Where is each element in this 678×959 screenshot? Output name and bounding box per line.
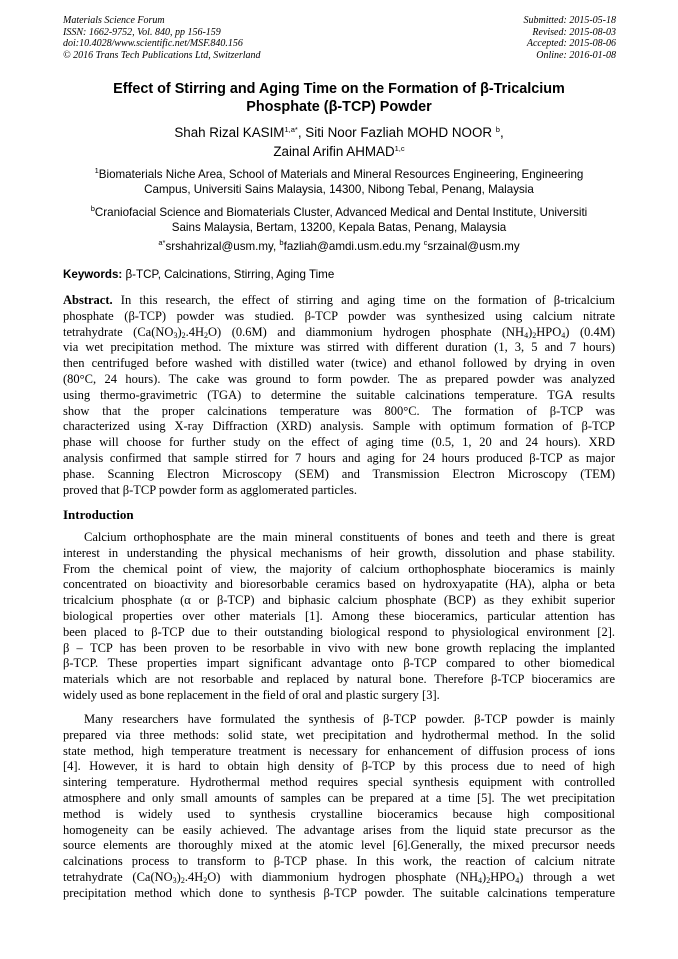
abstract-line: then centrifuged before washed with distilled water (twice) and ethanol followed by drying in oven: [63, 356, 615, 371]
text-run: O) (0.6M) and diammonium hydrogen phosphate (NH: [208, 324, 525, 339]
abstract-line: characterized using X-ray Diffraction (XRD) analysis. Sample with optimum formation of β-TCP: [63, 419, 615, 434]
text-run: ) (0.4M): [565, 324, 616, 339]
text-run: O) with diammonium hydrogen phosphate (NH: [207, 869, 479, 884]
author-name: Siti Noor Fazliah MOHD NOOR: [305, 125, 496, 140]
affiliation-text: Biomaterials Niche Area, School of Materials and Mineral Resources Engineering, Engineering: [98, 168, 584, 181]
abstract-line: proved that β-TCP powder form as agglomerated particles.: [63, 482, 358, 497]
paragraph-line: source elements are thoroughly mixed at the atomic level [6].Generally, the mixed precursor needs: [63, 838, 615, 853]
text-run: ): [177, 324, 182, 339]
affil-mark: 1: [94, 166, 99, 175]
title-line-2: Phosphate (β-TCP) Powder: [246, 99, 432, 115]
paragraph-line: atmosphere and only small amounts of samples can be prepared at a time [5]. The wet precipitation: [63, 790, 615, 805]
submission-dates: [524, 15, 617, 61]
affiliation-text: Craniofacial Science and Biomaterials Cluster, Advanced Medical and Dental Institute, Universiti: [94, 206, 588, 219]
paragraph-line: calcinations process to transform to β-TCP phase. In this work, the reaction of calcium nitrate: [63, 854, 615, 869]
subscript: 4: [561, 330, 566, 340]
author-affil-mark: 1,a*: [284, 125, 298, 134]
authors-line-2: [63, 142, 615, 161]
journal-copyright: © 2016 Trans Tech Publications Ltd, Switzerland: [63, 49, 261, 61]
paragraph-line: concentrated on bioactivity and bioresorbable ceramics based on hydroxyapatite (HA), alpha or beta: [63, 577, 615, 592]
authors-line-1: [63, 123, 615, 142]
email-address[interactable]: srshahrizal@usm.my,: [165, 240, 280, 253]
abstract-line: [63, 293, 615, 309]
abstract-line: analysis confirmed that sample stirred for 7 hours and aging for 24 hours produced β-TCP as major: [63, 450, 615, 465]
affiliation-1: [63, 167, 615, 197]
paragraph-line: state method, high temperature treatment is necessary for enhancement of diffusion process of ions: [63, 743, 615, 758]
subscript: 3: [172, 875, 177, 885]
paragraph-line: widely used as bone replacement in the field of oral and plastic surgery [3].: [63, 687, 440, 702]
author-name: Zainal Arifin AHMAD: [273, 144, 395, 159]
text-run: HPO: [490, 869, 516, 884]
abstract-text: In this research, the effect of stirring and aging time on the formation of β-tricalcium: [112, 293, 615, 307]
author-affil-mark: b: [495, 125, 500, 134]
date-accepted: Accepted: 2015-08-06: [526, 38, 616, 49]
abstract-line: show that the proper calcinations temperature was 800°C. The formation of β-TCP was: [63, 403, 615, 418]
introduction-paragraph-1: [63, 530, 615, 704]
paragraph-line: From the chemical point of view, the majority of calcium orthophosphate bioceramics is mainly: [63, 561, 615, 576]
date-submitted: Submitted: 2015-05-18: [523, 15, 616, 26]
text-run: tetrahydrate (Ca(NO: [63, 324, 174, 339]
text-run: ): [528, 324, 533, 339]
email-mark: a*: [158, 238, 166, 247]
subscript: 2: [204, 330, 209, 340]
paragraph-line: interest in understanding the physical mechanisms of heir growth, dissolution and phase stability.: [63, 545, 615, 560]
abstract-line: via wet precipitation method. The mixture was stirred with different duration (1, 3, 5 and 7 hours): [63, 340, 615, 355]
journal-info: [63, 15, 261, 61]
affiliation-2: [63, 205, 615, 235]
abstract-line: phase will choose for further study on the effect of aging time (0.5, 1, 20 and 24 hours). XRD: [63, 435, 615, 450]
author-list: [63, 123, 615, 161]
abstract-line: (80°C, 24 hours). The cake was ground to form powder. The as prepared powder was analyzed: [63, 371, 615, 386]
paragraph-line: materials which are not resorbable and replaced by natural bone. Therefore β-TCP bioceramics are: [63, 672, 615, 687]
introduction-paragraph-2: [63, 712, 615, 902]
paragraph-line: β-TCP. These properties impart significant advantage onto β-TCP compared to other biomedical: [63, 656, 615, 671]
paragraph-line: method is widely used to synthesis crystalline bioceramics because high compositional: [63, 806, 615, 821]
abstract-line: [63, 325, 615, 341]
abstract-line: phosphate (β-TCP) powder was studied. β-TCP powder was synthesized using calcium nitrate: [63, 308, 615, 323]
text-run: tetrahydrate (Ca(NO: [63, 869, 173, 884]
paragraph-line: [4]. However, it is hard to obtain high density of β-TCP by this process due to need of high: [63, 759, 615, 774]
paragraph-line: homogeneity can be easily achieved. The advantage arises from the liquid state precursor as the: [63, 822, 615, 837]
subscript: 3: [173, 330, 178, 340]
email-address[interactable]: srzainal@usm.my: [427, 240, 520, 253]
text-run: ): [482, 869, 487, 884]
subscript: 4: [524, 330, 529, 340]
keywords-text: β-TCP, Calcinations, Stirring, Aging Time: [122, 268, 335, 281]
subscript: 2: [181, 330, 186, 340]
email-mark: b: [279, 238, 284, 247]
author-separator: ,: [297, 125, 306, 140]
paragraph-line: prepared via three methods: solid state, wet precipitation and hydrothermal method. In the solid: [63, 727, 615, 742]
paragraph-line: Many researchers have formulated the synthesis of β-TCP powder. β-TCP powder is mainly: [84, 712, 615, 726]
author-affil-mark: 1,c: [394, 144, 405, 153]
paper-title: [63, 80, 615, 116]
text-run: HPO: [536, 324, 562, 339]
text-run: ): [176, 869, 181, 884]
keywords: [63, 267, 615, 282]
paragraph-line: [63, 870, 615, 886]
subscript: 2: [203, 875, 208, 885]
paragraph-line: precipitation method which done to synthesis β-TCP powder. The suitable calcinations temperature: [63, 885, 615, 900]
paragraph-line: been placed to β-TCP due to their outstanding biological respond to physiological environment [2].: [63, 624, 615, 639]
text-run: ) through a wet: [519, 869, 615, 884]
section-heading-introduction: Introduction: [63, 507, 134, 522]
author-emails: [63, 239, 615, 254]
affiliation-line: Campus, Universiti Sains Malaysia, 14300, Nibong Tebal, Penang, Malaysia: [144, 183, 534, 196]
email-mark: c: [423, 238, 428, 247]
author-separator: ,: [499, 125, 504, 140]
journal-name: Materials Science Forum: [63, 15, 165, 26]
paragraph-line: biological properties over other materials [1]. Among these bioceramics, particular attention has: [63, 608, 615, 623]
date-revised: Revised: 2015-08-03: [532, 26, 616, 38]
keywords-label: Keywords:: [63, 268, 123, 281]
subscript: 2: [180, 875, 185, 885]
paragraph-line: sintering temperature. Hydrothermal method requires special synthesis equipment with controlled: [63, 775, 615, 790]
subscript: 4: [515, 875, 520, 885]
abstract: [63, 293, 615, 498]
paragraph-line: β – TCP has been proven to be resorbable in vivo with new bone growth replacing the implanted: [63, 640, 615, 655]
abstract-line: using thermo-gravimetric (TGA) to determine the suitable calcinations temperature. TGA results: [63, 387, 615, 402]
affil-mark: b: [90, 204, 95, 213]
date-online: Online: 2016-01-08: [536, 49, 616, 61]
subscript: 4: [478, 875, 483, 885]
subscript: 2: [486, 875, 491, 885]
email-address[interactable]: fazliah@amdi.usm.edu.my: [283, 240, 424, 253]
title-line-1: Effect of Stirring and Aging Time on the Formation of β-Tricalcium: [113, 81, 565, 97]
text-run: .4H: [184, 869, 204, 884]
affiliation-line: [63, 167, 615, 182]
paragraph-line: Calcium orthophosphate are the main mineral constituents of bones and teeth and there is great: [84, 530, 615, 544]
affiliation-line: [63, 205, 615, 220]
abstract-line: phase. Scanning Electron Microscopy (SEM) and Transmission Electron Microscopy (TEM): [63, 466, 615, 481]
text-run: .4H: [185, 324, 205, 339]
journal-issn: ISSN: 1662-9752, Vol. 840, pp 156-159: [63, 26, 221, 38]
affiliation-line: Sains Malaysia, Bertam, 13200, Kepala Batas, Penang, Malaysia: [171, 221, 507, 234]
subscript: 2: [532, 330, 537, 340]
paragraph-line: tricalcium phosphate (α or β-TCP) and biphasic calcium phosphate (BCP) as they exhibit superior: [63, 593, 615, 608]
abstract-label: Abstract.: [63, 293, 113, 307]
journal-doi: doi:10.4028/www.scientific.net/MSF.840.156: [63, 38, 243, 49]
author-name: Shah Rizal KASIM: [174, 125, 285, 140]
